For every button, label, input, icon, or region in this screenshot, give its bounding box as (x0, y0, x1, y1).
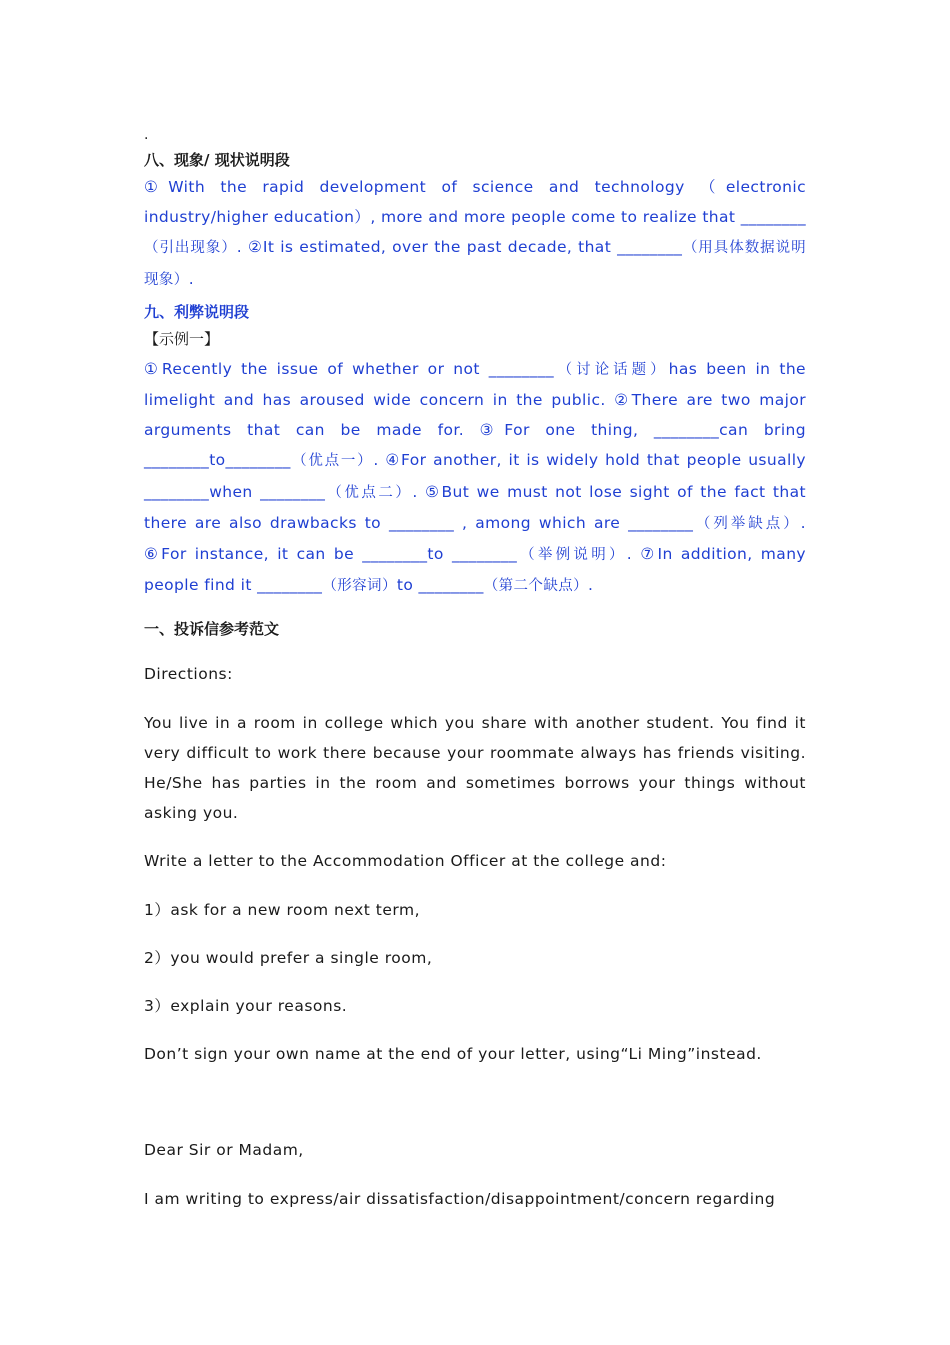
text-run: . ④For another, it is widely hold that people usually ________when ________ (144, 451, 806, 501)
document-page (144, 128, 806, 1214)
task-point: 3）explain your reasons. (144, 997, 348, 1016)
text-run: （优点二） (325, 484, 413, 501)
letter-salutation: Dear Sir or Madam, (144, 1141, 304, 1160)
task-point: 2）you would prefer a single room, (144, 948, 433, 967)
section-9-template-paragraph (144, 354, 806, 602)
letter-opening: I am writing to express/air dissatisfaction/disappointment/concern regarding (144, 1189, 776, 1208)
section-9-heading: 九、利弊说明段 (144, 302, 250, 321)
text-run: to ________ (396, 576, 484, 595)
text-run: . ⑤But we must not lose sight of the fact that there are also drawbacks to ________ , among which are ________ (144, 482, 806, 532)
text-run: （引出现象） (144, 240, 237, 257)
text-run: . ⑥For instance, it can be ________to ________ (144, 513, 806, 564)
section-8-heading: 八、现象/ 现状说明段 (144, 151, 290, 169)
signature-note: Don’t sign your own name at the end of your letter, using“Li Ming”instead. (144, 1045, 762, 1064)
example-label: 【示例一】 (144, 329, 220, 348)
text-run: ①With the rapid development of science and technology （electronic industry/higher education）, more and more people come to realize that ________ (144, 178, 806, 227)
text-run: （用具体数据说明现象） (144, 240, 806, 288)
directions-label: Directions: (144, 665, 233, 684)
text-run: （举例说明） (517, 547, 627, 564)
task-paragraph: You live in a room in college which you share with another student. You find it very difficult to work there because your roommate always has friends visiting. He/She has parties in the room and sometimes borrows your things without asking you. (144, 713, 806, 823)
text-run: ①Recently the issue of whether or not ________ (144, 359, 554, 378)
section-8-template-paragraph (144, 172, 806, 295)
text-run: has been in the limelight and has aroused wide concern in the public. ②There are two major arguments that can be made for. ③For one thing, ________can bring ________to________ (144, 359, 806, 470)
text-run: （形容词） (322, 578, 397, 595)
text-run: . (588, 576, 594, 595)
task-point: 1）ask for a new room next term, (144, 900, 420, 919)
text-run: （列举缺点） (693, 515, 801, 532)
text-run: . (188, 269, 195, 288)
text-run: （优点一） (290, 453, 374, 470)
text-run: . ⑦In addition, many people find it ________ (144, 545, 806, 595)
text-run: . ②It is estimated, over the past decade, that ________ (236, 238, 683, 257)
text-run: （第二个缺点） (483, 578, 589, 595)
leading-dot: . (144, 127, 149, 143)
instruction-line: Write a letter to the Accommodation Officer at the college and: (144, 852, 667, 871)
section-1-heading: 一、投诉信参考范文 (144, 620, 280, 639)
text-run: （讨论话题） (554, 361, 669, 378)
